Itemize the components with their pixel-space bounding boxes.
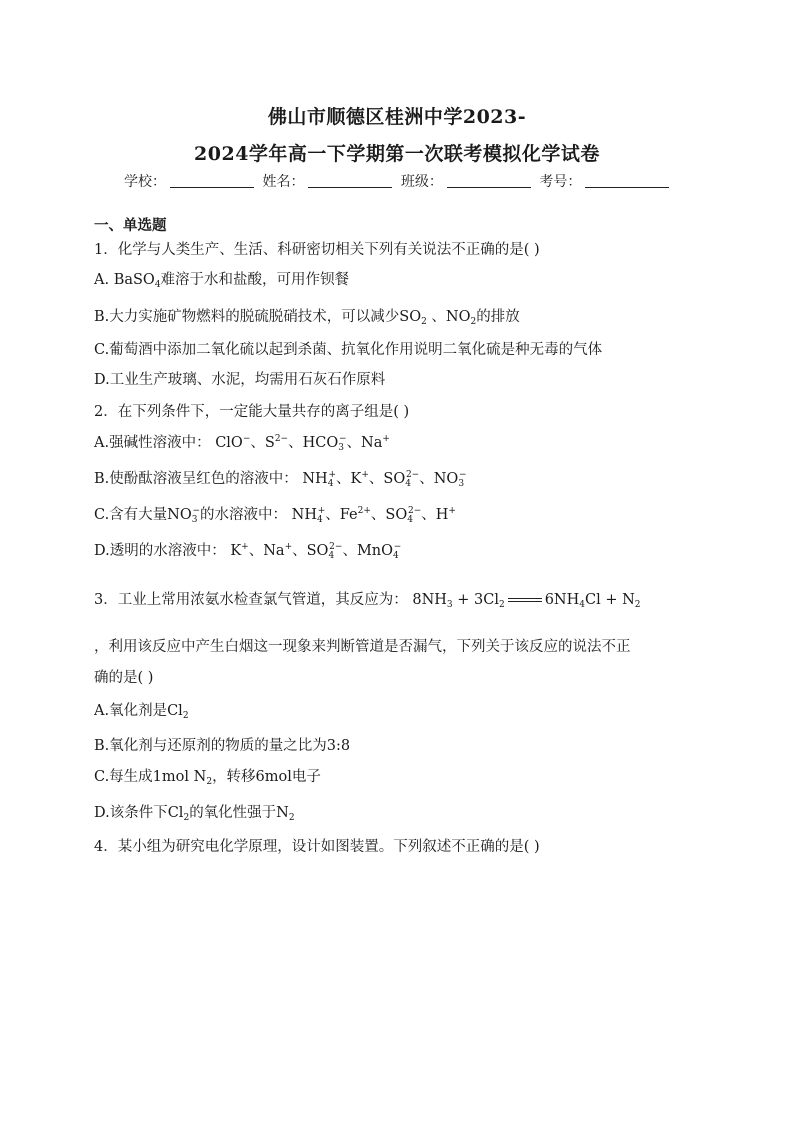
section-title: 一、单选题 (94, 217, 167, 234)
q2-stem: 2．在下列条件下，一定能大量共存的离子组是( ) (94, 404, 410, 420)
q3-option-a: A.氧化剂是$Cl_2$ (94, 703, 189, 721)
equals-sign (508, 598, 542, 602)
q1-option-a: A. BaSO$_4$难溶于水和盐酸，可用作钡餐 (94, 272, 350, 290)
q1-option-d: D.工业生产玻璃、水泥，均需用石灰石作原料 (94, 372, 386, 388)
exam-number-blank[interactable] (585, 173, 669, 188)
q2-option-c: C.含有大量$NO_3^-$的水溶液中： $NH_4^+$、$Fe^{2+}$、$SO_4^{2-}$、H+ (94, 506, 456, 525)
student-info-row (124, 171, 673, 191)
class-blank[interactable] (447, 173, 531, 188)
q1-stem: 1．化学与人类生产、生活、科研密切相关下列有关说法不正确的是( ) (94, 242, 540, 258)
q1-option-c: C.葡萄酒中添加二氧化硫以起到杀菌、抗氧化作用说明二氧化硫是种无毒的气体 (94, 342, 603, 358)
q3-option-c: C.每生成1mol $N_2$，转移6mol电子 (94, 769, 321, 787)
exam-title-line1: 佛山市顺德区桂洲中学2023- (267, 106, 527, 128)
class-label: 班级： (400, 174, 443, 190)
q2-option-a: A.强碱性溶液中： ClO−、$S^{2-}$、$HCO_3^-$、Na+ (94, 434, 390, 453)
q3-stem: 3．工业上常用浓氨水检查氯气管道，其反应为： $8NH_3 + 3Cl_2$ $6NH_4Cl + N_2$ (94, 592, 641, 610)
q2-option-d: D.透明的水溶液中： K+、Na+、$SO_4^{2-}$、MnO$_4$− (94, 542, 402, 561)
q3-option-d: D.该条件下$Cl_2$的氧化性强于$N_2$ (94, 805, 295, 823)
q4-stem: 4．某小组为研究电化学原理，设计如图装置。下列叙述不正确的是( ) (94, 839, 540, 855)
q3-option-b: B.氧化剂与还原剂的物质的量之比为3:8 (94, 738, 351, 754)
exam-number-label: 考号： (539, 174, 582, 190)
school-label: 学校： (124, 174, 166, 190)
name-label: 姓名： (262, 174, 305, 190)
name-blank[interactable] (308, 173, 392, 188)
q3-stem-line3: 确的是( ) (94, 670, 154, 686)
school-blank[interactable] (170, 173, 254, 188)
q1-option-b: B.大力实施矿物燃料的脱硫脱硝技术，可以减少$SO_2$ 、$NO_2$的排放 (94, 309, 520, 327)
q3-stem-line2: ，利用该反应中产生白烟这一现象来判断管道是否漏气，下列关于该反应的说法不正 (94, 639, 631, 655)
exam-title-line2: 2024学年高一下学期第一次联考模拟化学试卷 (194, 143, 600, 165)
q2-option-b: B.使酚酞溶液呈红色的溶液中： $NH_4^+$、K+、$SO_4^{2-}$、$NO_3^-$ (94, 470, 467, 489)
